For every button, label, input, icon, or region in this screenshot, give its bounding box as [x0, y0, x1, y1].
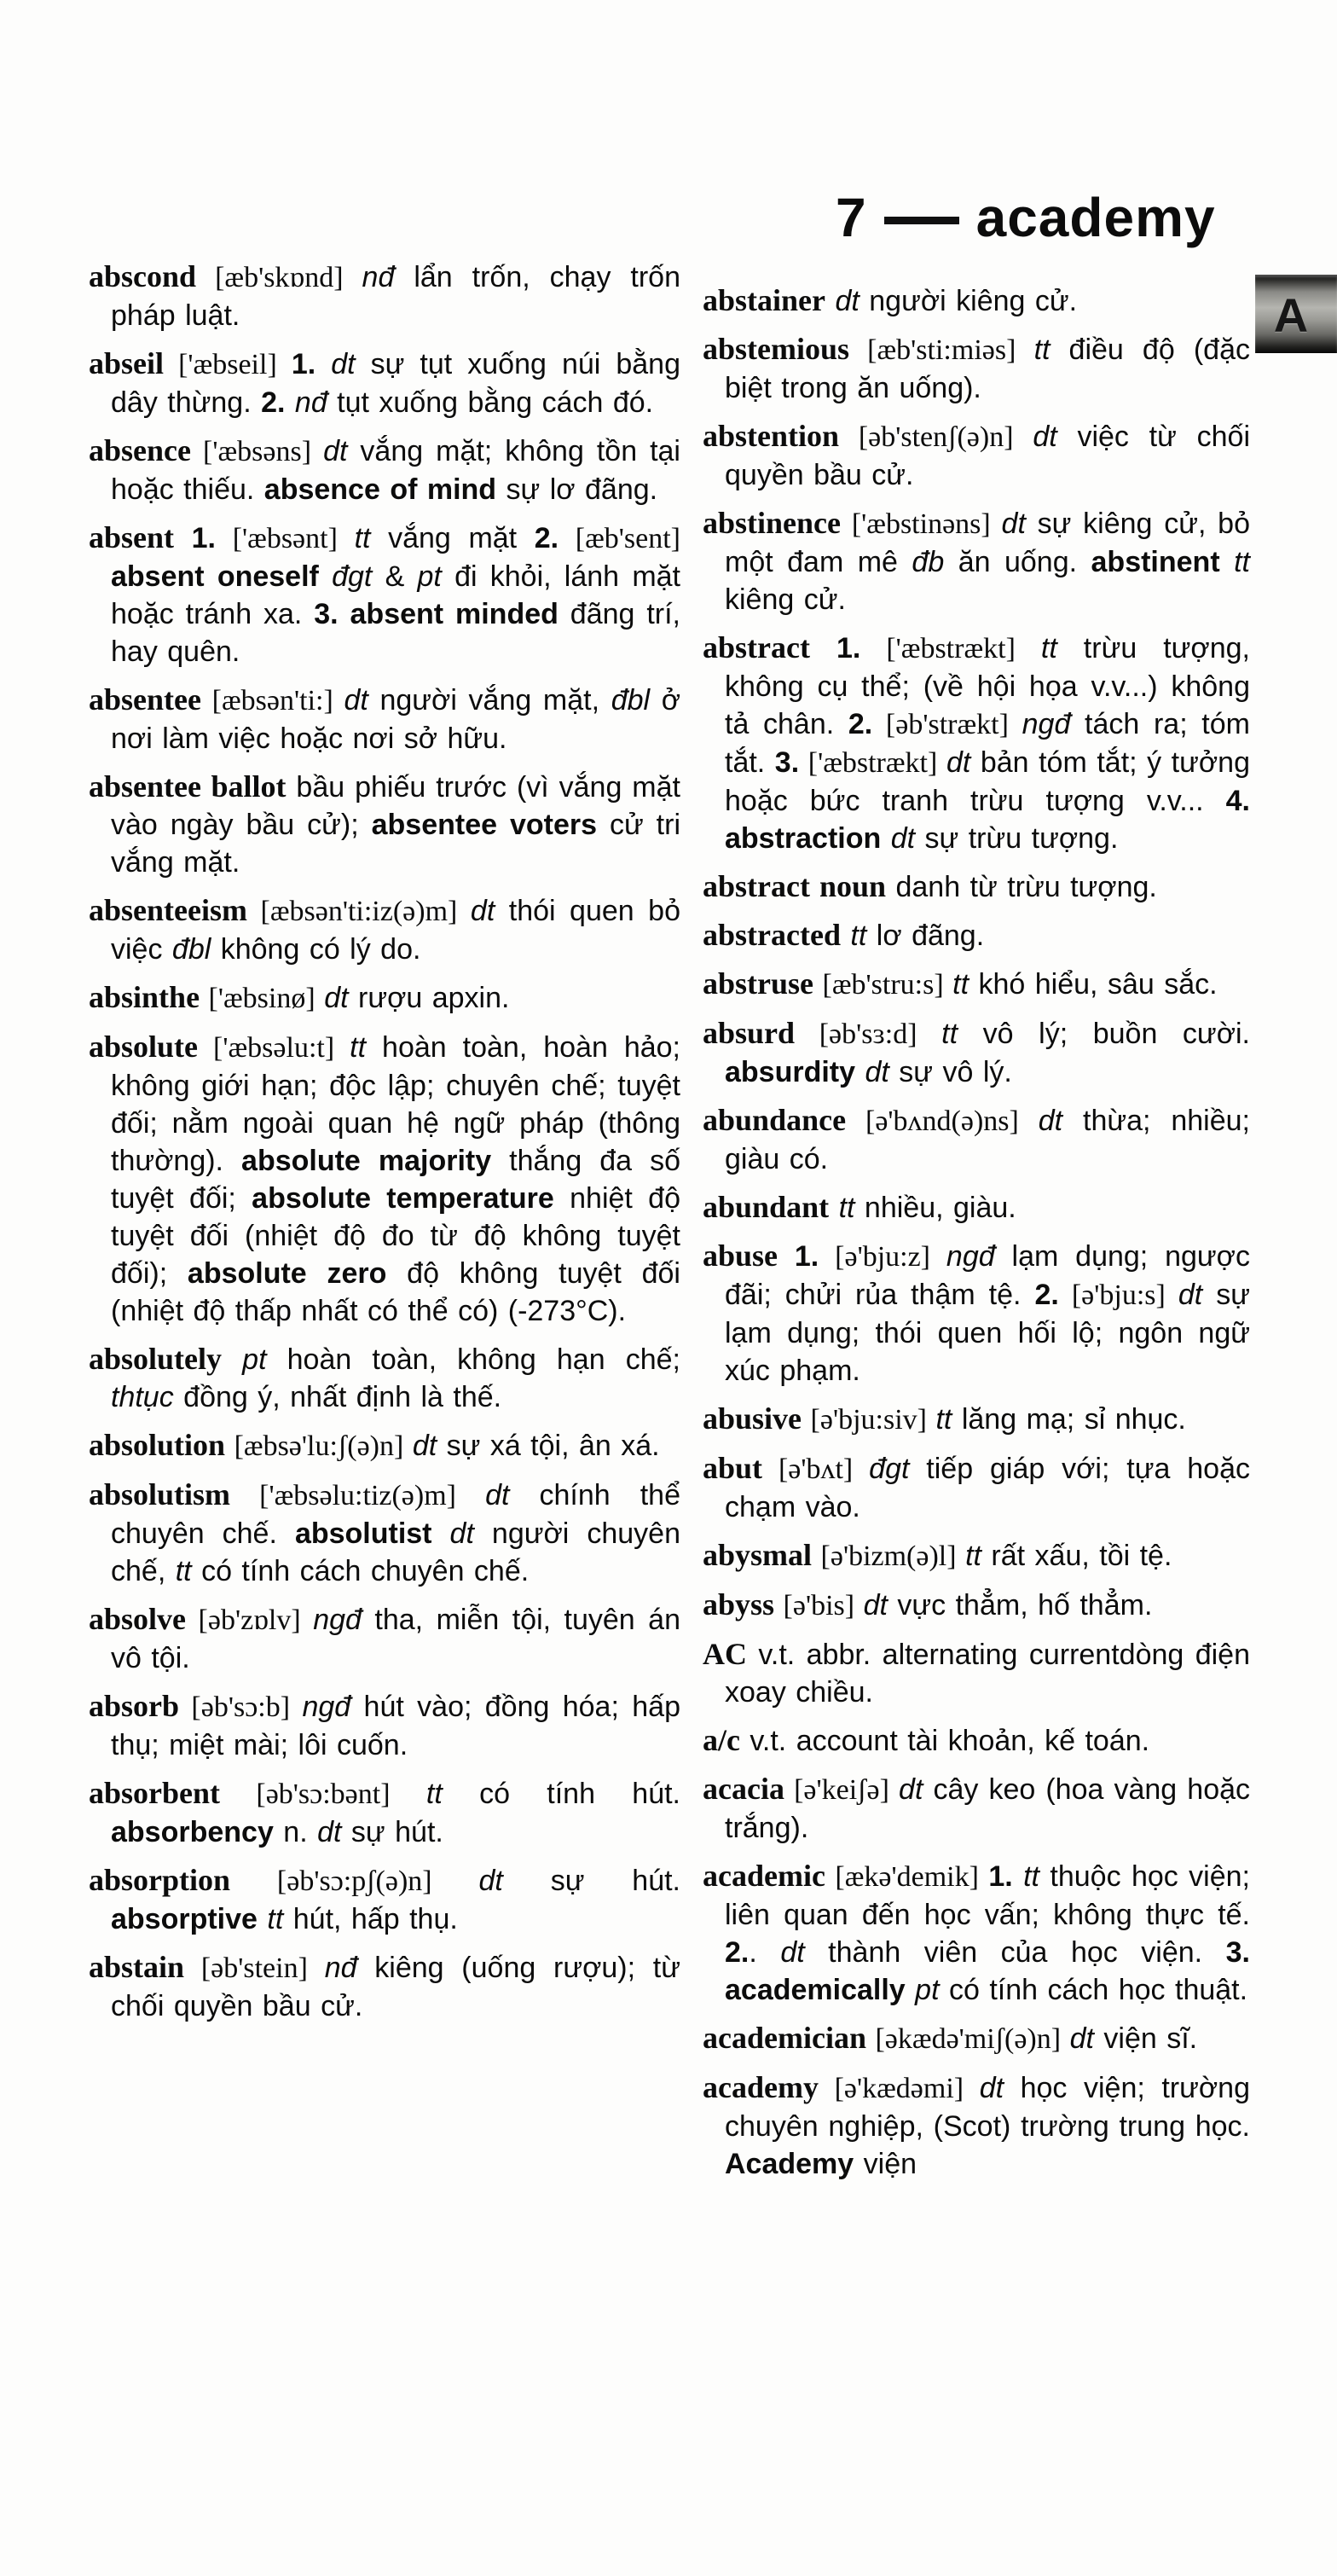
entry-segment: 2. [1034, 1279, 1059, 1311]
entry-segment [906, 1974, 915, 2006]
entry-segment: tha, miễn tội, tuyên án vô tội. [111, 1604, 680, 1674]
entry-segment [855, 1056, 865, 1088]
dict-entry-abstract [703, 629, 1250, 857]
entry-segment: hút vào; đồng hóa; hấp thụ; miệt mài; lôi cuốn. [111, 1691, 680, 1761]
entry-segment: ['æbstrækt] [860, 633, 1041, 664]
dict-entry-abscond [89, 258, 680, 334]
entry-segment: tt [354, 522, 371, 554]
entry-segment: dt [1001, 508, 1026, 540]
entry-segment: tt [850, 920, 867, 952]
entry-segment: tt [941, 1018, 958, 1050]
entry-segment: thuộc học viện; liên quan đến học vấn; không thực tế. [725, 1860, 1250, 1931]
entry-segment: abstract [703, 630, 810, 664]
entry-segment: dt [865, 1056, 889, 1088]
entry-segment: [əb'sɜ:d] [795, 1018, 942, 1050]
entry-segment: absorb [89, 1689, 180, 1723]
entry-segment: absentee [89, 682, 201, 717]
entry-segment: đồng ý, nhất định là thế. [173, 1381, 502, 1413]
entry-segment: 2. [848, 708, 873, 740]
entry-segment: pt [915, 1974, 940, 2006]
entry-segment [258, 1903, 267, 1935]
entry-segment: abuse [703, 1239, 778, 1273]
entry-segment: [əb'sɔ:b] [179, 1691, 303, 1723]
entry-segment: tụt xuống bằng cách đó. [327, 386, 654, 419]
entry-segment: ['æbsənt] [216, 523, 355, 554]
entry-segment: dt [863, 1589, 888, 1622]
entry-segment: người chuyên chế, [111, 1517, 680, 1587]
dict-entry-abstracted [703, 916, 1250, 954]
entry-segment: academician [703, 2021, 866, 2055]
entry-segment: dt [344, 684, 368, 717]
entry-segment: nhiều, giàu. [854, 1192, 1016, 1224]
entry-segment: dt [1038, 1105, 1063, 1137]
entry-segment: sự vô lý. [888, 1056, 1012, 1088]
entry-segment: có tính cách học thuật. [939, 1974, 1248, 2006]
entry-segment: absence [89, 433, 191, 467]
entry-segment: abysmal [703, 1538, 813, 1572]
entry-segment: dt [899, 1773, 923, 1806]
entry-segment: n. [273, 1816, 318, 1848]
entry-segment: [ə'bju:siv] [802, 1404, 936, 1436]
entry-segment: . [749, 1936, 781, 1969]
entry-segment [825, 285, 835, 317]
entry-segment: 1. [291, 348, 332, 380]
entry-segment: abundance [703, 1103, 847, 1137]
entry-segment: tt [965, 1540, 981, 1572]
entry-segment: đgt [332, 560, 373, 593]
entry-segment: absolute temperature [252, 1182, 554, 1215]
dict-entry-absolute [89, 1028, 680, 1330]
entry-segment: học viện; trường chuyên nghiệp, (Scot) trường trung học. [725, 2072, 1250, 2143]
entry-segment: absence of mind [263, 473, 497, 506]
entry-segment: hoàn toàn, hoàn hảo; không giới hạn; độc lập; chuyên chế; tuyệt đối; nằm ngoài quan hệ ngữ pháp (thông thường). [111, 1031, 680, 1177]
entry-segment: tt [350, 1031, 367, 1064]
dict-entry-ac-upper [703, 1635, 1250, 1711]
entry-segment: ['æbsəlu:tiz(ə)m] [230, 1480, 486, 1511]
entry-segment: đbl [611, 684, 651, 717]
dict-entry-abundant [703, 1188, 1250, 1227]
entry-segment: ngđ [946, 1240, 995, 1273]
entry-segment: [æbsən'ti:iz(ə)m] [246, 896, 471, 927]
entry-segment: [ə'keiʃə] [784, 1774, 900, 1806]
entry-segment: abstainer [703, 283, 825, 317]
entry-segment: sự tụt xuống núi bằng dây thừng. [111, 348, 680, 419]
entry-segment: [æb'stru:s] [813, 969, 953, 1001]
column-left [89, 258, 680, 2035]
entry-segment: [ə'bʌt] [762, 1453, 870, 1485]
entry-segment: tt [267, 1903, 284, 1935]
entry-segment: sự trừu tượng. [915, 822, 1119, 855]
entry-segment: ăn uống. [944, 546, 1091, 578]
entry-segment: absolve [89, 1602, 187, 1636]
entry-segment [829, 1192, 838, 1224]
entry-segment: absent [89, 520, 175, 554]
entry-segment: danh từ trừu tượng. [886, 871, 1157, 903]
entry-segment: lẩn trốn, chạy trốn pháp luật. [111, 261, 680, 332]
entry-segment: abyss [703, 1587, 775, 1622]
entry-segment: hoàn toàn, không hạn chế; [266, 1343, 680, 1376]
entry-segment: absolution [89, 1428, 226, 1462]
entry-segment: AC [703, 1637, 747, 1671]
entry-segment: absolute zero [187, 1257, 387, 1290]
tab-letter: A [1273, 288, 1309, 342]
dict-entry-absenteeism [89, 891, 680, 968]
dict-entry-absurd [703, 1014, 1250, 1091]
dict-entry-abysmal [703, 1536, 1250, 1575]
entry-segment: 1. [809, 632, 861, 664]
dict-entry-abstain [89, 1948, 680, 2025]
dict-entry-acacia [703, 1770, 1250, 1847]
entry-segment: [əb'stenʃ(ə)n] [839, 421, 1033, 453]
entry-segment: người kiêng cử. [859, 285, 1078, 317]
entry-segment: absolute [89, 1030, 199, 1064]
entry-segment: ['æbstinəns] [841, 508, 1002, 540]
entry-segment: chính thể chuyên chế. [111, 1479, 680, 1550]
entry-segment: acacia [703, 1772, 784, 1806]
entry-segment: cây keo (hoa vàng hoặc trắng). [725, 1773, 1251, 1844]
entry-segment: abscond [89, 259, 197, 293]
dict-entry-absorbent [89, 1774, 680, 1851]
entry-segment: trừu tượng, không cụ thể; (về hội họa v.v...) không tả chân. [725, 632, 1250, 740]
entry-segment: absolutism [89, 1477, 231, 1511]
entry-segment: kiêng cử. [725, 583, 846, 616]
dict-entry-abstainer [703, 281, 1250, 320]
entry-segment: việc từ chối quyền bầu cử. [725, 421, 1251, 491]
entry-segment: tt [1040, 632, 1057, 664]
dict-entry-abyss [703, 1586, 1250, 1625]
entry-segment: người vắng mặt, [368, 684, 611, 717]
entry-segment: điều độ (đặc biệt trong ăn uống). [725, 334, 1250, 404]
entry-segment: dt [946, 746, 971, 779]
entry-segment: [æb'sent] [559, 523, 680, 554]
entry-segment: tt [425, 1778, 443, 1810]
entry-segment: sự lạm dụng; thói quen hối lộ; ngôn ngữ xúc phạm. [725, 1279, 1250, 1387]
entry-segment: dt [485, 1479, 510, 1511]
dict-entry-absinthe [89, 978, 680, 1018]
entry-segment: ngđ [302, 1691, 351, 1723]
entry-segment [432, 1517, 450, 1550]
entry-segment: pt [242, 1343, 267, 1376]
entry-segment: tách ra; tóm tắt. [725, 708, 1250, 779]
entry-segment [222, 1343, 242, 1376]
thumb-index-tab-a [1255, 275, 1337, 353]
entry-segment: 2. [534, 522, 559, 554]
entry-segment: rất xấu, tồi tệ. [981, 1540, 1172, 1572]
entry-segment: a/c [703, 1723, 740, 1757]
entry-segment: viện [854, 2148, 917, 2180]
entry-segment: có tính cách chuyên chế. [191, 1555, 530, 1587]
entry-segment: sự hút. [341, 1816, 443, 1848]
entry-segment: absenteeism [89, 893, 247, 927]
entry-segment: dt [470, 895, 495, 927]
entry-segment: absolutist [294, 1517, 432, 1550]
entry-segment: viện sĩ. [1093, 2022, 1198, 2055]
dict-entry-abstention [703, 417, 1250, 494]
entry-segment: nđ [362, 261, 395, 293]
entry-segment: 1. [778, 1240, 819, 1273]
entry-segment: v.t. account tài khoản, kế toán. [739, 1725, 1150, 1757]
entry-segment: 2. [261, 386, 295, 419]
dict-entry-abstruse [703, 965, 1250, 1004]
entry-segment: dt [835, 285, 860, 317]
entry-segment: 3. absent minded [314, 598, 559, 630]
entry-segment: [ə'bju:s] [1058, 1279, 1178, 1311]
entry-segment: academy [703, 2070, 819, 2104]
entry-segment: abut [703, 1451, 763, 1485]
entry-segment: thói quen bỏ việc [111, 895, 680, 966]
entry-segment: dt [317, 1816, 342, 1848]
dict-entry-abuse [703, 1237, 1250, 1390]
entry-segment: pt [417, 560, 442, 593]
entry-segment: absorptive [111, 1903, 258, 1935]
entry-segment: abstain [89, 1950, 185, 1984]
entry-segment: [ə'bju:z] [819, 1241, 946, 1273]
entry-segment: 2. [725, 1936, 750, 1969]
entry-segment: lăng mạ; sỉ nhục. [952, 1403, 1186, 1436]
entry-segment: sự xá tội, ân xá. [437, 1430, 660, 1462]
dict-entry-absorb [89, 1687, 680, 1764]
entry-segment: abstract noun [703, 869, 887, 903]
entry-segment: lạm dụng; ngược đãi; chửi rủa thậm tệ. [725, 1240, 1250, 1311]
entry-segment: dt [478, 1865, 503, 1897]
entry-segment: khó hiểu, sâu sắc. [969, 968, 1218, 1001]
entry-segment: rượu apxin. [348, 982, 510, 1014]
entry-segment: dt [412, 1430, 437, 1462]
entry-segment: đgt [869, 1453, 910, 1485]
entry-segment [841, 920, 850, 952]
entry-segment: sự hút. [502, 1865, 680, 1897]
entry-segment: v.t. abbr. alternating currentdòng điện xoay chiều. [725, 1639, 1250, 1709]
entry-segment: tt [838, 1192, 855, 1224]
entry-segment: thắng đa số tuyệt đối; [111, 1145, 680, 1215]
entry-segment: [æbsə'lu:ʃ(ə)n] [225, 1430, 413, 1462]
entry-segment: [əkædə'miʃ(ə)n] [865, 2023, 1070, 2055]
entry-segment: dt [323, 435, 348, 467]
entry-segment: [ækə'demik] [825, 1861, 989, 1893]
dict-entry-abut [703, 1449, 1250, 1526]
dict-entry-abseil [89, 345, 680, 421]
entry-segment: [əb'sɔ:pʃ(ə)n] [230, 1865, 479, 1897]
entry-segment: absentee voters [371, 809, 598, 841]
entry-segment: [əb'stein] [184, 1952, 325, 1984]
entry-segment: dt [780, 1936, 805, 1969]
entry-segment: nđ [324, 1952, 357, 1984]
dict-entry-absence [89, 432, 680, 508]
entry-segment: dt [1069, 2022, 1094, 2055]
entry-segment: vực thẳm, hố thẳm. [887, 1589, 1153, 1622]
dict-entry-absorption [89, 1861, 680, 1938]
entry-segment: vắng mặt [370, 522, 535, 554]
entry-segment: 3. academically [725, 1936, 1250, 2006]
entry-segment: có tính hút. [442, 1778, 680, 1810]
entry-segment: thừa; nhiều; giàu có. [725, 1105, 1250, 1175]
entry-segment: absolutely [89, 1342, 223, 1376]
page-number: 7 [836, 187, 867, 248]
dict-entry-abstinence [703, 504, 1250, 618]
dict-entry-absolutely [89, 1340, 680, 1416]
entry-segment: dt [331, 348, 356, 380]
entry-segment: absorption [89, 1863, 231, 1897]
entry-segment: nđ [294, 386, 327, 419]
entry-segment: bản tóm tắt; ý tưởng hoặc bức tranh trừu tượng v.v... [725, 746, 1250, 817]
entry-segment: [æb'skɒnd] [196, 262, 362, 293]
entry-segment: abundant [703, 1190, 830, 1224]
entry-segment: abstinent [1091, 546, 1220, 578]
entry-segment [1220, 546, 1234, 578]
entry-segment: & [372, 560, 418, 593]
entry-segment: ['æbsəns] [191, 436, 324, 467]
entry-segment: vô lý; buồn cười. [958, 1018, 1250, 1050]
entry-segment: absent oneself [111, 560, 333, 593]
entry-segment: nhiệt độ tuyệt đối (nhiệt độ đo từ độ không tuyệt đối); [111, 1182, 680, 1290]
entry-segment: abstracted [703, 918, 841, 952]
entry-segment: ['æbseil] [164, 349, 292, 380]
entry-segment: [əb'strækt] [872, 709, 1022, 740]
dict-entry-academic [703, 1857, 1250, 2009]
entry-segment: kiêng (uống rượu); từ chối quyền bầu cử. [111, 1952, 681, 2022]
entry-segment: tt [1234, 546, 1250, 578]
entry-segment: abstemious [703, 332, 850, 366]
dict-entry-abundance [703, 1101, 1250, 1178]
dict-entry-absent [89, 519, 680, 670]
column-right [703, 281, 1250, 2193]
entry-segment: [ə'bis] [774, 1590, 864, 1622]
entry-segment: tiếp giáp với; tựa hoặc chạm vào. [725, 1453, 1250, 1523]
entry-segment: 4. abstraction [725, 785, 1250, 855]
entry-segment: tt [935, 1403, 952, 1436]
entry-segment: đbl [171, 933, 211, 966]
entry-segment: cử tri vắng mặt. [111, 809, 680, 879]
entry-segment: dt [890, 822, 916, 855]
entry-segment: độ không tuyệt đối (nhiệt độ thấp nhất có thể có) (-273°C). [111, 1257, 680, 1327]
dict-entry-absolve [89, 1600, 680, 1677]
entry-segment: abstruse [703, 966, 814, 1001]
entry-segment: ['æbsinø] [200, 983, 325, 1014]
entry-segment: [ə'bʌnd(ə)ns] [846, 1105, 1039, 1137]
dict-entry-absolution [89, 1426, 680, 1465]
entry-segment: thành viên của học viện. [804, 1936, 1226, 1969]
entry-segment: [əb'zɒlv] [186, 1604, 314, 1636]
entry-segment: abstinence [703, 506, 841, 540]
entry-segment: absinthe [89, 980, 200, 1014]
dict-entry-absolutism [89, 1476, 680, 1590]
entry-segment: abstention [703, 419, 840, 453]
entry-segment [881, 822, 890, 855]
entry-segment: sự lơ đãng. [496, 473, 658, 506]
entry-segment: tt [1033, 334, 1050, 366]
dict-entry-abusive [703, 1400, 1250, 1439]
entry-segment: vắng mặt; không tồn tại hoặc thiếu. [111, 435, 680, 506]
entry-segment: tt [952, 968, 969, 1001]
entry-segment: ['æbstrækt] [799, 747, 946, 779]
entry-segment: [æbsən'ti:] [200, 685, 344, 717]
entry-segment: hút, hấp thụ. [283, 1903, 458, 1935]
entry-segment: bầu phiếu trước (vì vắng mặt vào ngày bầu cử); [111, 771, 680, 841]
entry-segment: đi khỏi, lánh mặt hoặc tránh xa. [111, 560, 680, 630]
entry-segment: thtục [111, 1381, 174, 1413]
entry-segment: ['æbsəlu:t] [198, 1032, 350, 1064]
entry-segment: abusive [703, 1401, 802, 1436]
entry-segment: absurdity [725, 1056, 856, 1088]
entry-segment: đb [912, 546, 945, 578]
entry-segment: không có lý do. [211, 933, 421, 966]
entry-segment: dt [1178, 1279, 1203, 1311]
dict-entry-absentee-ballot [89, 768, 680, 881]
dict-entry-absentee [89, 681, 680, 757]
header-rule [884, 217, 959, 224]
page-header [836, 186, 1216, 249]
entry-segment: Academy [725, 2148, 854, 2180]
dict-entry-ac-lower [703, 1721, 1250, 1760]
entry-segment: dt [324, 982, 349, 1014]
entry-segment: sự kiêng cử, bỏ một đam mê [725, 508, 1250, 578]
entry-segment: [əb'sɔ:bənt] [220, 1778, 426, 1810]
entry-segment: absorbency [111, 1816, 274, 1848]
dict-entry-abstract-noun [703, 867, 1250, 906]
entry-segment: tt [175, 1555, 192, 1587]
dict-entry-abstemious [703, 330, 1250, 407]
entry-segment: [ə'bizm(ə)l] [812, 1540, 966, 1572]
entry-segment: lơ đãng. [866, 920, 985, 952]
entry-segment: academic [703, 1859, 825, 1893]
dict-entry-academician [703, 2019, 1250, 2058]
entry-segment: [ə'kædəmi] [818, 2073, 980, 2104]
entry-segment: absolute majority [241, 1145, 492, 1177]
entry-segment: đãng trí, hay quên. [111, 598, 680, 668]
entry-segment: [æb'sti:miəs] [849, 334, 1034, 366]
dict-entry-academy [703, 2068, 1250, 2183]
entry-segment: absurd [703, 1016, 796, 1050]
entry-segment: dt [979, 2072, 1004, 2104]
entry-segment: absorbent [89, 1776, 221, 1810]
entry-segment: dt [1033, 421, 1057, 453]
entry-segment: 1. [174, 522, 217, 554]
entry-segment: 3. [774, 746, 800, 779]
entry-segment: dt [449, 1517, 474, 1550]
entry-segment: abseil [89, 346, 165, 380]
entry-segment: 1. [988, 1860, 1024, 1893]
entry-segment: ở nơi làm việc hoặc nơi sở hữu. [111, 684, 680, 755]
entry-segment: ngđ [313, 1604, 362, 1636]
guide-word: academy [975, 187, 1216, 248]
entry-segment: absentee ballot [89, 769, 286, 804]
entry-segment: tt [1023, 1860, 1040, 1893]
entry-segment: ngđ [1022, 708, 1071, 740]
